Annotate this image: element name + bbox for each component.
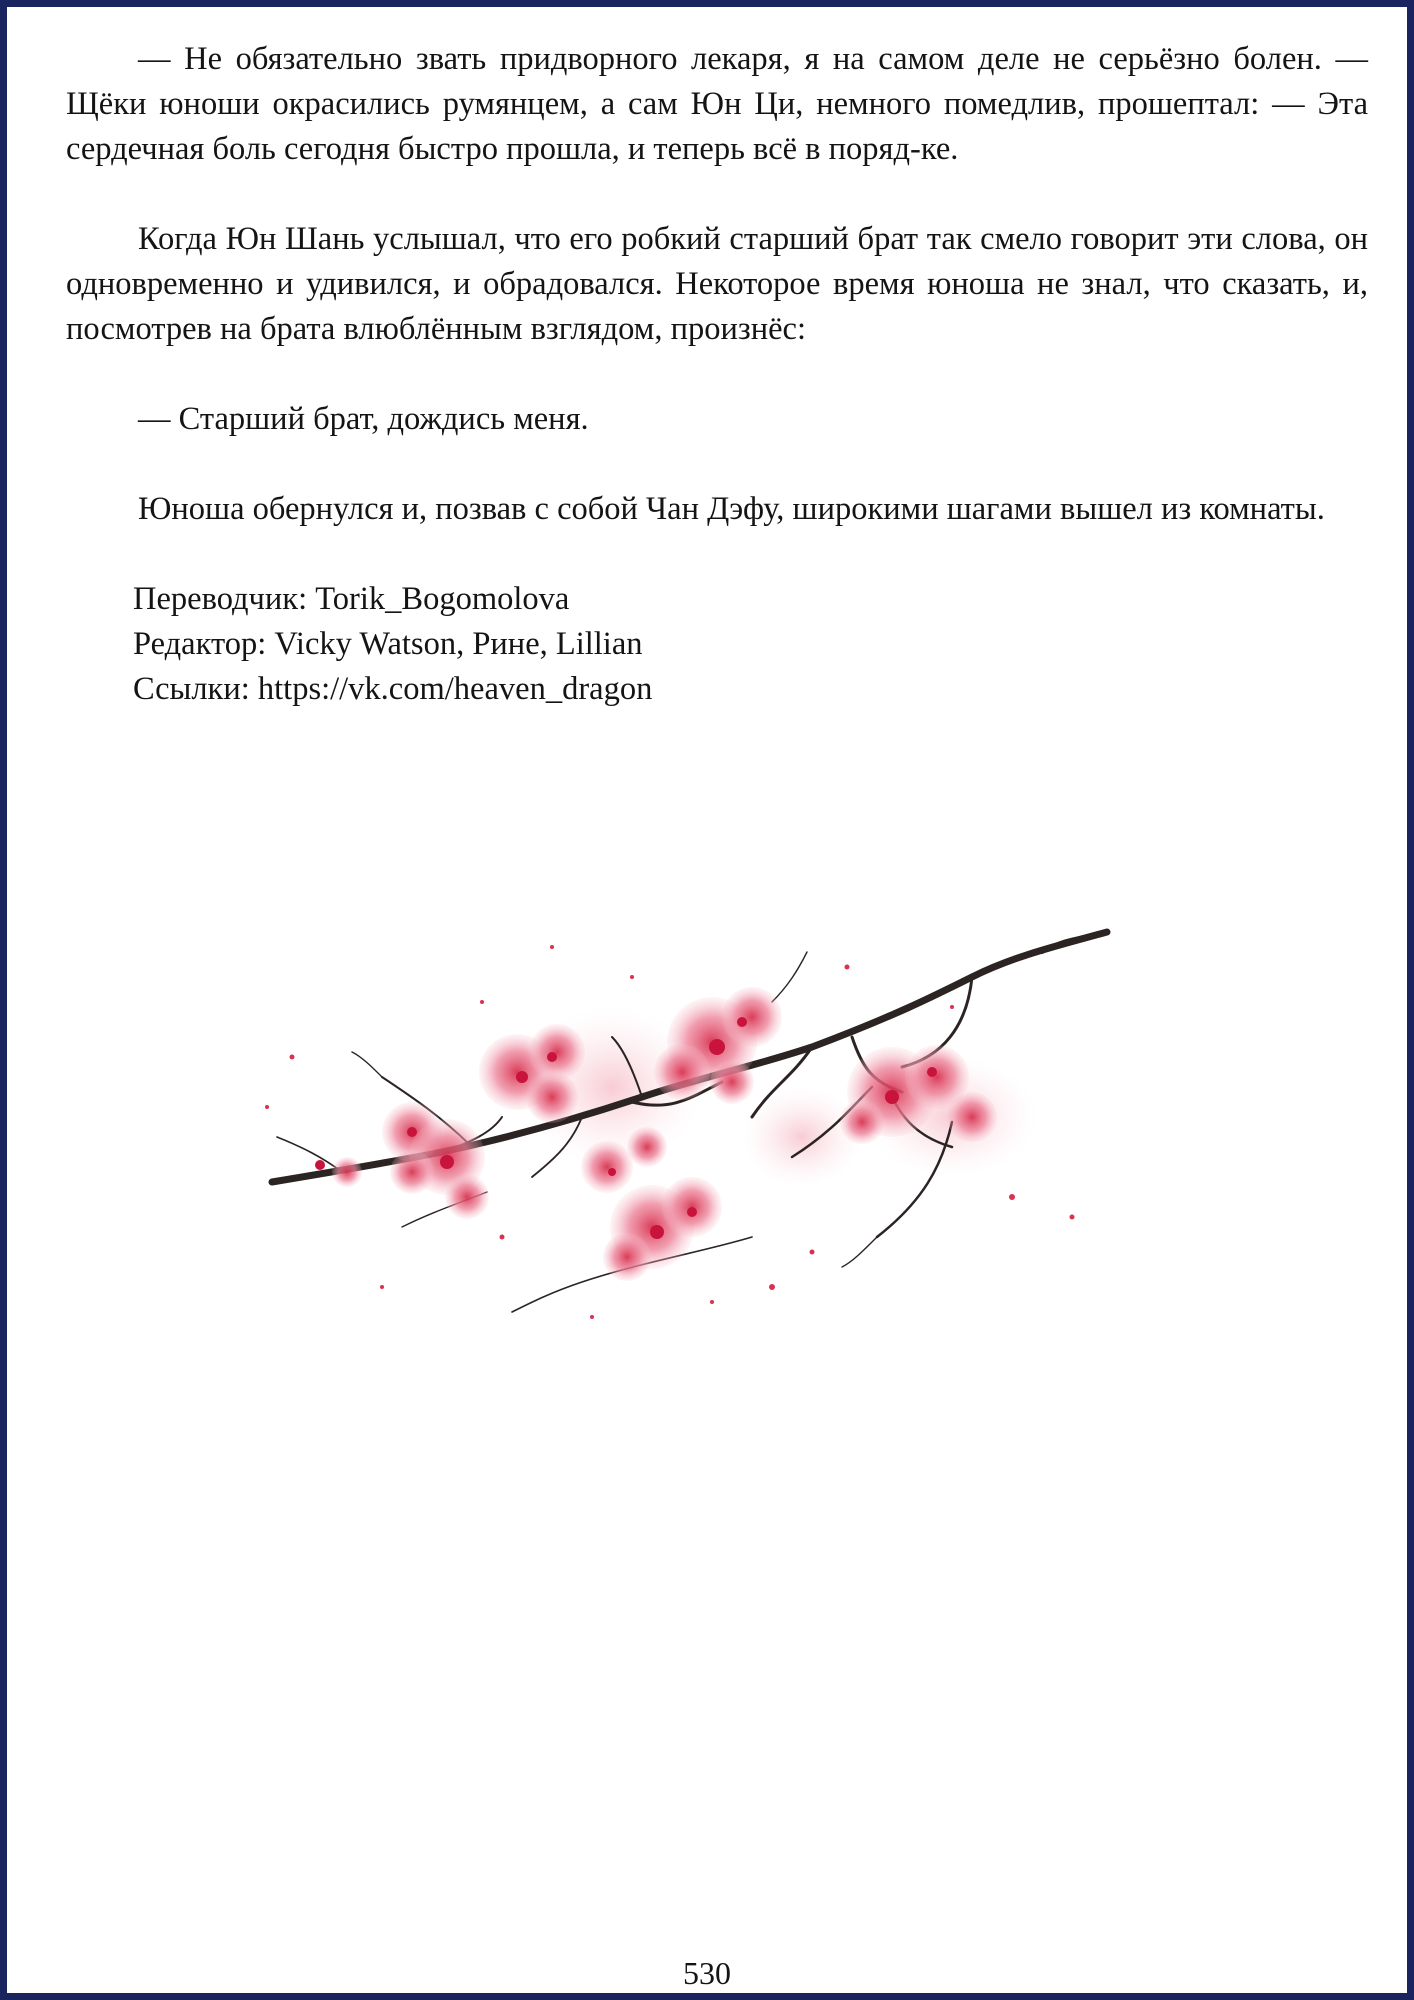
- editor-credit: Редактор: Vicky Watson, Рине, Lillian: [133, 626, 643, 662]
- body-text: [66, 37, 1368, 712]
- paragraph-2: Когда Юн Шань услышал, что его робкий старший брат так смело говорит эти слова, он одновременно и удивился, и обрадовался. Некоторое время юноша не знал, что сказать, и, посмотрев на брата влюблённым взглядом, произнёс:: [66, 221, 1368, 347]
- credits-block: [66, 577, 1368, 712]
- links-credit: Ссылки: https://vk.com/heaven_dragon: [133, 671, 653, 707]
- cherry-blossom-branch-icon: [252, 907, 1132, 1347]
- paragraph-1: — Не обязательно звать придворного лекаря, я на самом деле не серьёзно болен. — Щёки юноши окрасились румянцем, а сам Юн Ци, немного помедлив, прошептал: — Эта сердечная боль сегодня быстро прошла, и теперь всё в поряд-ке.: [66, 41, 1368, 167]
- paragraph-3: — Старший брат, дождись меня.: [138, 401, 589, 437]
- page-number: 530: [683, 1955, 731, 1991]
- translator-credit: Переводчик: Torik_Bogomolova: [133, 581, 570, 617]
- paragraph-4: Юноша обернулся и, позвав с собой Чан Дэфу, широкими шагами вышел из комнаты.: [138, 491, 1325, 527]
